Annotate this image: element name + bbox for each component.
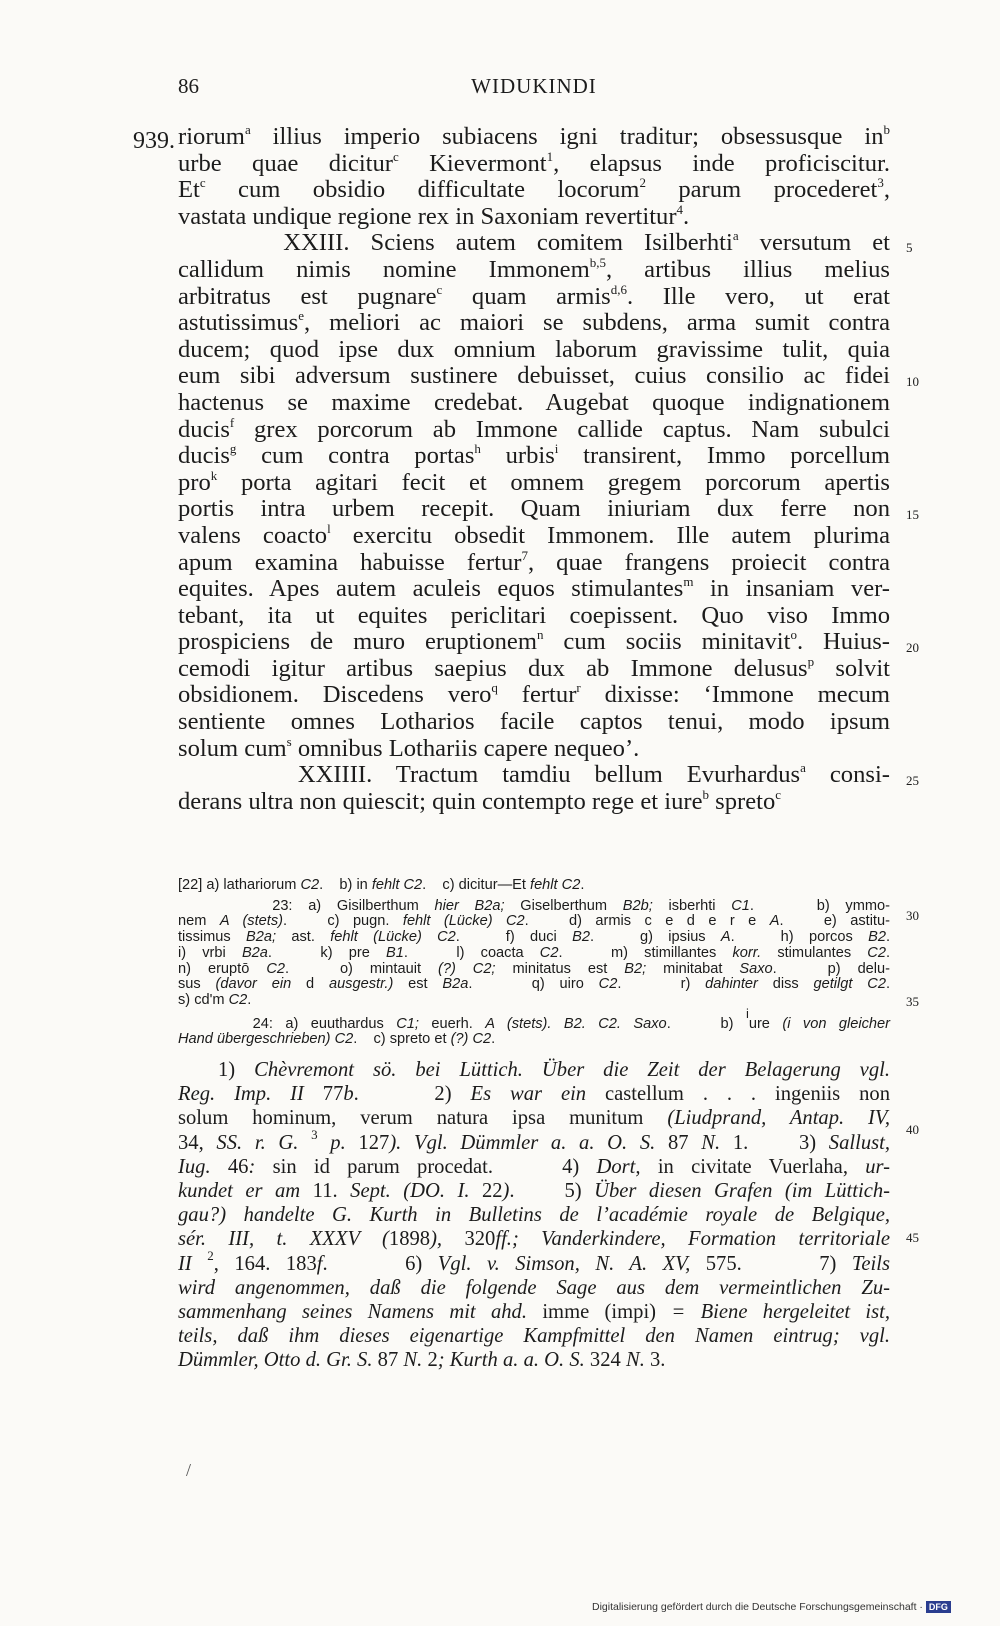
main-text-line: sentiente omnes Lotharios facile captos tenui, modo ipsum <box>178 708 890 736</box>
line-number: 30 <box>906 908 919 923</box>
apparatus-line: n) eruptō C2. o) mintauit (?) C2; minitatus est B2; minitabat Saxo. p) delu- <box>178 960 891 977</box>
footnote-line: teils, daß ihm dieses eigenartige Kampfmittel den Namen eintrug; vgl. <box>178 1325 890 1348</box>
apparatus-line: nem A (stets). c) pugn. fehlt (Lücke) C2. d) armis c e d e r e A. e) astitu- <box>178 913 890 930</box>
apparatus-block <box>178 878 890 894</box>
footnote-line: Reg. Imp. II 77b. 2) Es war ein castellum . . . ingeniis non <box>178 1083 890 1106</box>
main-text-line: hactenus se maxime credebat. Augebat quoque indignationem <box>178 388 890 416</box>
main-text-line: callidum nimis nomine Immonem$^{b,5}$, artibus illius melius <box>178 254 890 283</box>
footnote-line: sammenhang seines Namens mit ahd. imme (impi) = Biene hergeleitet ist, <box>178 1301 890 1324</box>
footer-credit <box>592 1601 951 1613</box>
main-text <box>178 124 890 815</box>
footnote-line: gau?) handelte G. Kurth in Bulletins de l’académie royale de Belgique, <box>178 1204 890 1227</box>
main-text-line: XXIIII. Tractum tamdiu bellum Evurhardus$^a$ consi- <box>178 760 890 789</box>
main-text-line: obsidionem. Discedens vero$^q$ fertur$^r$ dixisse: ‘Immone mecum <box>178 680 890 709</box>
main-text-line: cemodi igitur artibus saepius dux ab Immone delusus$^p$ solvit <box>178 653 891 682</box>
main-text-line: ducis$^f$ grex porcorum ab Immone callide captus. Nam subulci <box>178 414 890 443</box>
stray-mark: / <box>186 1460 192 1480</box>
margin-year: 939. <box>133 128 175 154</box>
main-text-line: astutissimus$^e$, meliori ac maiori se subdens, arma sumit contra <box>178 308 890 337</box>
main-text-line: solum cum$^s$ omnibus Lothariis capere nequeo’. <box>178 733 640 762</box>
line-number: 10 <box>906 374 919 389</box>
page-number: 86 <box>178 74 199 98</box>
footnote-line: Dümmler, Otto d. Gr. S. 87 N. 2; Kurth a. a. O. S. 324 N. 3. <box>178 1349 666 1372</box>
running-title: WIDUKINDI <box>471 74 597 98</box>
footnote-line: solum hominum, verum natura ipsa munitum (Liudprand, Antap. IV, <box>178 1107 890 1130</box>
apparatus-block <box>178 899 890 1009</box>
footnote-line: 34, SS. r. G. $^3$ p. 127). Vgl. Dümmler a. a. O. S. 87 N. 1. 3) Sallust, <box>178 1126 891 1154</box>
apparatus-line: [22] a) lathariorum C2. b) in fehlt C2. c) dicitur—Et fehlt C2. <box>178 877 585 893</box>
apparatus-line: Hand übergeschrieben) C2. c) spreto et (?) C2. <box>178 1031 496 1048</box>
main-text-line: ducem; quod ipse dux omnium laborum gravissime tulit, quia <box>178 335 890 363</box>
main-text-line: prospiciens de muro eruptionem$^n$ cum sociis minitavit$^o$. Huius- <box>178 627 890 656</box>
main-text-line: vastata undique regione rex in Saxoniam revertitur$^4$. <box>178 201 690 230</box>
main-text-line: ducis$^g$ cum contra portas$^h$ urbis$^i$ transirent, Immo porcellum <box>178 441 890 470</box>
apparatus-line: tissimus B2a; ast. fehlt (Lücke) C2. f) duci B2. g) ipsius A. h) porcos B2. <box>178 929 891 946</box>
main-text-line: XXIII. Sciens autem comitem Isilberhti$^a$ versutum et <box>178 228 891 257</box>
main-text-line: arbitratus est pugnare$^c$ quam armis$^{d,6}$. Ille vero, ut erat <box>178 281 891 310</box>
main-text-line: urbe quae dicitur$^c$ Kievermont$^1$, elapsus inde proficiscitur. <box>178 148 891 177</box>
footnote-line: wird angenommen, daß die folgende Sage aus dem vermeintlichen Zu- <box>178 1276 890 1299</box>
line-number: 45 <box>906 1230 919 1245</box>
main-text-line: Et$^c$ cum obsidio difficultate locorum$^2$ parum procederet$^3$, <box>178 175 890 204</box>
apparatus-line: 24: a) euuthardus C1; euerh. A (stets). B2. C2. Saxo. b) $^i$ure (i von gleicher <box>178 1005 890 1032</box>
footnote-line: Iug. 46: sin id parum procedat. 4) Dort, in civitate Vuerlaha, ur- <box>178 1155 890 1178</box>
main-text-line: tebant, ita ut equites periclitari coepissent. Quo viso Immo <box>178 601 890 629</box>
footnotes <box>178 1058 890 1373</box>
main-text-line: apum examina habuisse fertur$^7$, quae frangens proiecit contra <box>178 547 891 576</box>
footer-text: Digitalisierung gefördert durch die Deutsche Forschungsgemeinschaft · <box>592 1601 923 1613</box>
main-text-line: equites. Apes autem aculeis equos stimulantes$^m$ in insaniam ver- <box>178 574 890 603</box>
dfg-logo: DFG <box>926 1601 951 1613</box>
line-number: 35 <box>906 994 919 1009</box>
footnote-line: kundet er am 11. Sept. (DO. I. 22). 5) Über diesen Grafen (im Lüttich- <box>178 1180 890 1203</box>
line-number: 15 <box>906 507 919 522</box>
apparatus-line: i) vrbi B2a. k) pre B1. l) coacta C2. m) stimillantes korr. stimulantes C2. <box>178 944 890 961</box>
main-text-line: pro$^k$ porta agitari fecit et omnem gregem porcorum apertis <box>178 467 890 496</box>
line-number: 40 <box>906 1122 919 1137</box>
main-text-line: valens coacto$^l$ exercitu obsedit Immonem. Ille autem plurima <box>178 520 891 549</box>
main-text-line: riorum$^a$ illius imperio subiacens igni traditur; obsessusque $in^b$ <box>178 122 890 150</box>
main-text-line: portis intra urbem recepit. Quam iniuriam dux ferre non <box>178 495 890 523</box>
critical-apparatus <box>178 878 890 1053</box>
apparatus-line: 23: a) Gisilberthum hier B2a; Giselberthum B2b; isberhti C1. b) ymmo- <box>178 897 890 914</box>
apparatus-line: s) cd'm C2. <box>178 991 252 1008</box>
footnote-line: II $^2$, 164. 183f. 6) Vgl. v. Simson, N. A. XV, 575. 7) Teils <box>178 1247 891 1275</box>
line-number: 20 <box>906 640 919 655</box>
footnote-line: 1) Chèvremont sö. bei Lüttich. Über die Zeit der Belagerung vgl. <box>218 1059 890 1081</box>
main-text-line: eum sibi adversum sustinere debuisset, cuius consilio ac fidei <box>178 362 890 390</box>
footnote-line: sér. III, t. XXXV (1898), 320ff.; Vanderkindere, Formation territoriale <box>178 1228 890 1251</box>
main-text-line: derans ultra non quiescit; quin contempto rege et iure$^b$ spreto$^c$ <box>178 786 782 815</box>
line-number: 5 <box>906 240 913 255</box>
apparatus-block <box>178 1005 890 1048</box>
page-header <box>178 74 890 106</box>
line-number: 25 <box>906 773 919 788</box>
apparatus-line: sus (davor ein d ausgestr.) est B2a. q) uiro C2. r) dahinter diss getilgt C2. <box>178 976 890 993</box>
